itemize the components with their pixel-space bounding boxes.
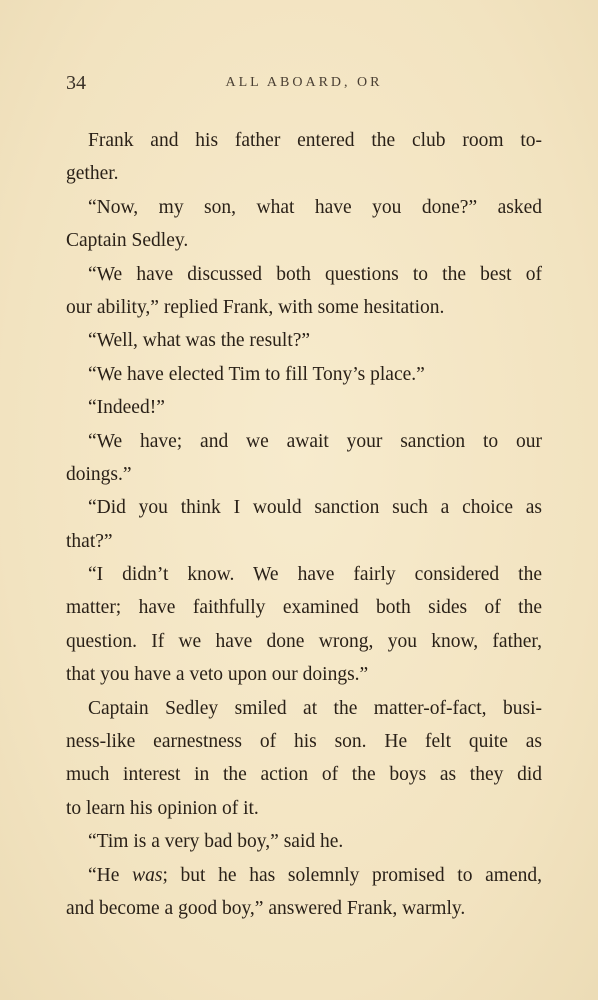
text-line: ness-like earnestness of his son. He felt quite as xyxy=(66,731,542,753)
text-line: “I didn’t know. We have fairly considered the xyxy=(88,564,542,586)
text-fragment: “He xyxy=(88,864,133,886)
text-line: much interest in the action of the boys as they did xyxy=(66,764,542,786)
text-line: “Did you think I would sanction such a choice as xyxy=(88,497,542,519)
text-line: Captain Sedley smiled at the matter-of-fact, busi- xyxy=(88,697,542,719)
text-line: “We have discussed both questions to the best of xyxy=(88,263,542,285)
text-line: “We have elected Tim to fill Tony’s place.” xyxy=(88,363,425,385)
text-line: doings.” xyxy=(66,463,132,485)
text-line: to learn his opinion of it. xyxy=(66,797,259,819)
text-line: that?” xyxy=(66,530,113,552)
text-line-with-italic xyxy=(66,859,542,892)
text-line: and become a good boy,” answered Frank, warmly. xyxy=(66,897,466,919)
text-line: gether. xyxy=(66,163,119,185)
italic-word: was xyxy=(132,864,163,886)
text-line: that you have a veto upon our doings.” xyxy=(66,664,369,686)
text-line: Frank and his father entered the club room to- xyxy=(88,130,542,151)
text-line: Captain Sedley. xyxy=(66,230,189,252)
text-fragment: ; but he has solemnly promised to amend, xyxy=(162,864,542,886)
text-line: our ability,” replied Frank, with some hesitation. xyxy=(66,296,445,318)
page-number: 34 xyxy=(66,72,86,94)
text-line: “Now, my son, what have you done?” asked xyxy=(88,196,542,218)
text-line: “Indeed!” xyxy=(88,397,165,419)
text-line: “We have; and we await your sanction to our xyxy=(88,430,542,452)
text-line: “Well, what was the result?” xyxy=(88,330,311,352)
text-line: question. If we have done wrong, you know, father, xyxy=(66,630,542,652)
text-line: “Tim is a very bad boy,” said he. xyxy=(88,831,344,853)
body-text xyxy=(66,124,542,925)
running-head: ALL ABOARD, OR xyxy=(225,75,383,90)
text-line: matter; have faithfully examined both sides of the xyxy=(66,597,542,619)
page-header xyxy=(66,72,542,98)
